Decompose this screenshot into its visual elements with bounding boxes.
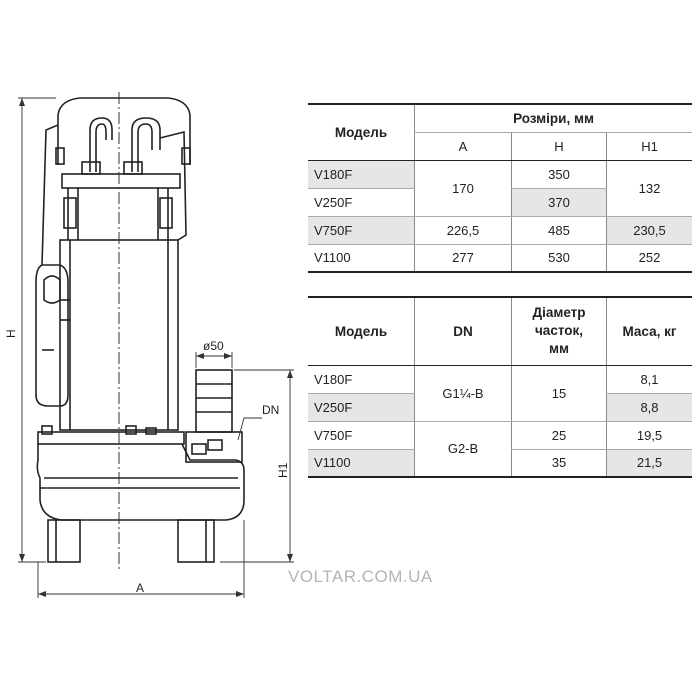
value-cell: 132: [607, 160, 693, 216]
table-row: [308, 421, 692, 449]
value-cell: 15: [512, 365, 607, 421]
model-cell: V250F: [308, 393, 415, 421]
model-cell: V1100: [308, 449, 415, 477]
outlet-pipe: [196, 370, 232, 432]
dimensions-table: [308, 103, 692, 273]
model-cell: V180F: [308, 160, 415, 188]
value-cell: G2-B: [415, 421, 512, 477]
model-cell: V180F: [308, 365, 415, 393]
pump-handle: [90, 118, 112, 172]
dim-label-h1: H1: [276, 462, 290, 478]
value-cell: 35: [512, 449, 607, 477]
value-cell: 230,5: [607, 216, 693, 244]
pump-technical-drawing: [0, 0, 305, 610]
model-cell: V750F: [308, 216, 415, 244]
particle-header-line-1: Діаметр: [532, 305, 586, 321]
dim-label-a: A: [136, 581, 145, 595]
dim-label-diameter: ø50: [203, 339, 224, 353]
lower-flange: [38, 432, 184, 444]
value-cell: 8,1: [607, 365, 693, 393]
value-cell: 370: [512, 188, 607, 216]
value-cell: 350: [512, 160, 607, 188]
col-header-a: A: [415, 132, 512, 160]
value-cell: 19,5: [607, 421, 693, 449]
pump-foot-right: [178, 520, 214, 562]
table-row: [308, 244, 692, 272]
col-header-mass: Маса, кг: [607, 297, 693, 365]
motor-flange: [62, 174, 180, 188]
pump-foot-left: [48, 520, 80, 562]
table-row: [308, 160, 692, 188]
dim-label-h: H: [4, 329, 18, 338]
particle-header-line-2: часток,: [534, 323, 584, 339]
col-header-h: H: [512, 132, 607, 160]
pump-chamber: [37, 444, 244, 520]
col-header-dimensions: Розміри, мм: [415, 104, 693, 132]
value-cell: 226,5: [415, 216, 512, 244]
table-row: [308, 365, 692, 393]
model-cell: V750F: [308, 421, 415, 449]
col-header-particle-diameter: [512, 297, 607, 365]
value-cell: 485: [512, 216, 607, 244]
table-row: [308, 216, 692, 244]
value-cell: 8,8: [607, 393, 693, 421]
model-cell: V250F: [308, 188, 415, 216]
col-header-dn: DN: [415, 297, 512, 365]
pump-top-cover: [58, 98, 190, 165]
value-cell: G1¼-B: [415, 365, 512, 421]
specs-table: [308, 296, 692, 478]
float-switch: [36, 265, 68, 406]
value-cell: 277: [415, 244, 512, 272]
value-cell: 530: [512, 244, 607, 272]
col-header-h1: H1: [607, 132, 693, 160]
dim-label-dn: DN: [262, 403, 280, 417]
particle-header-line-3: мм: [549, 341, 569, 357]
value-cell: 25: [512, 421, 607, 449]
value-cell: 252: [607, 244, 693, 272]
col-header-model: Модель: [308, 104, 415, 160]
value-cell: 21,5: [607, 449, 693, 477]
watermark: VOLTAR.COM.UA: [288, 567, 433, 586]
col-header-model: Модель: [308, 297, 415, 365]
model-cell: V1100: [314, 250, 351, 266]
value-cell: 170: [415, 160, 512, 216]
